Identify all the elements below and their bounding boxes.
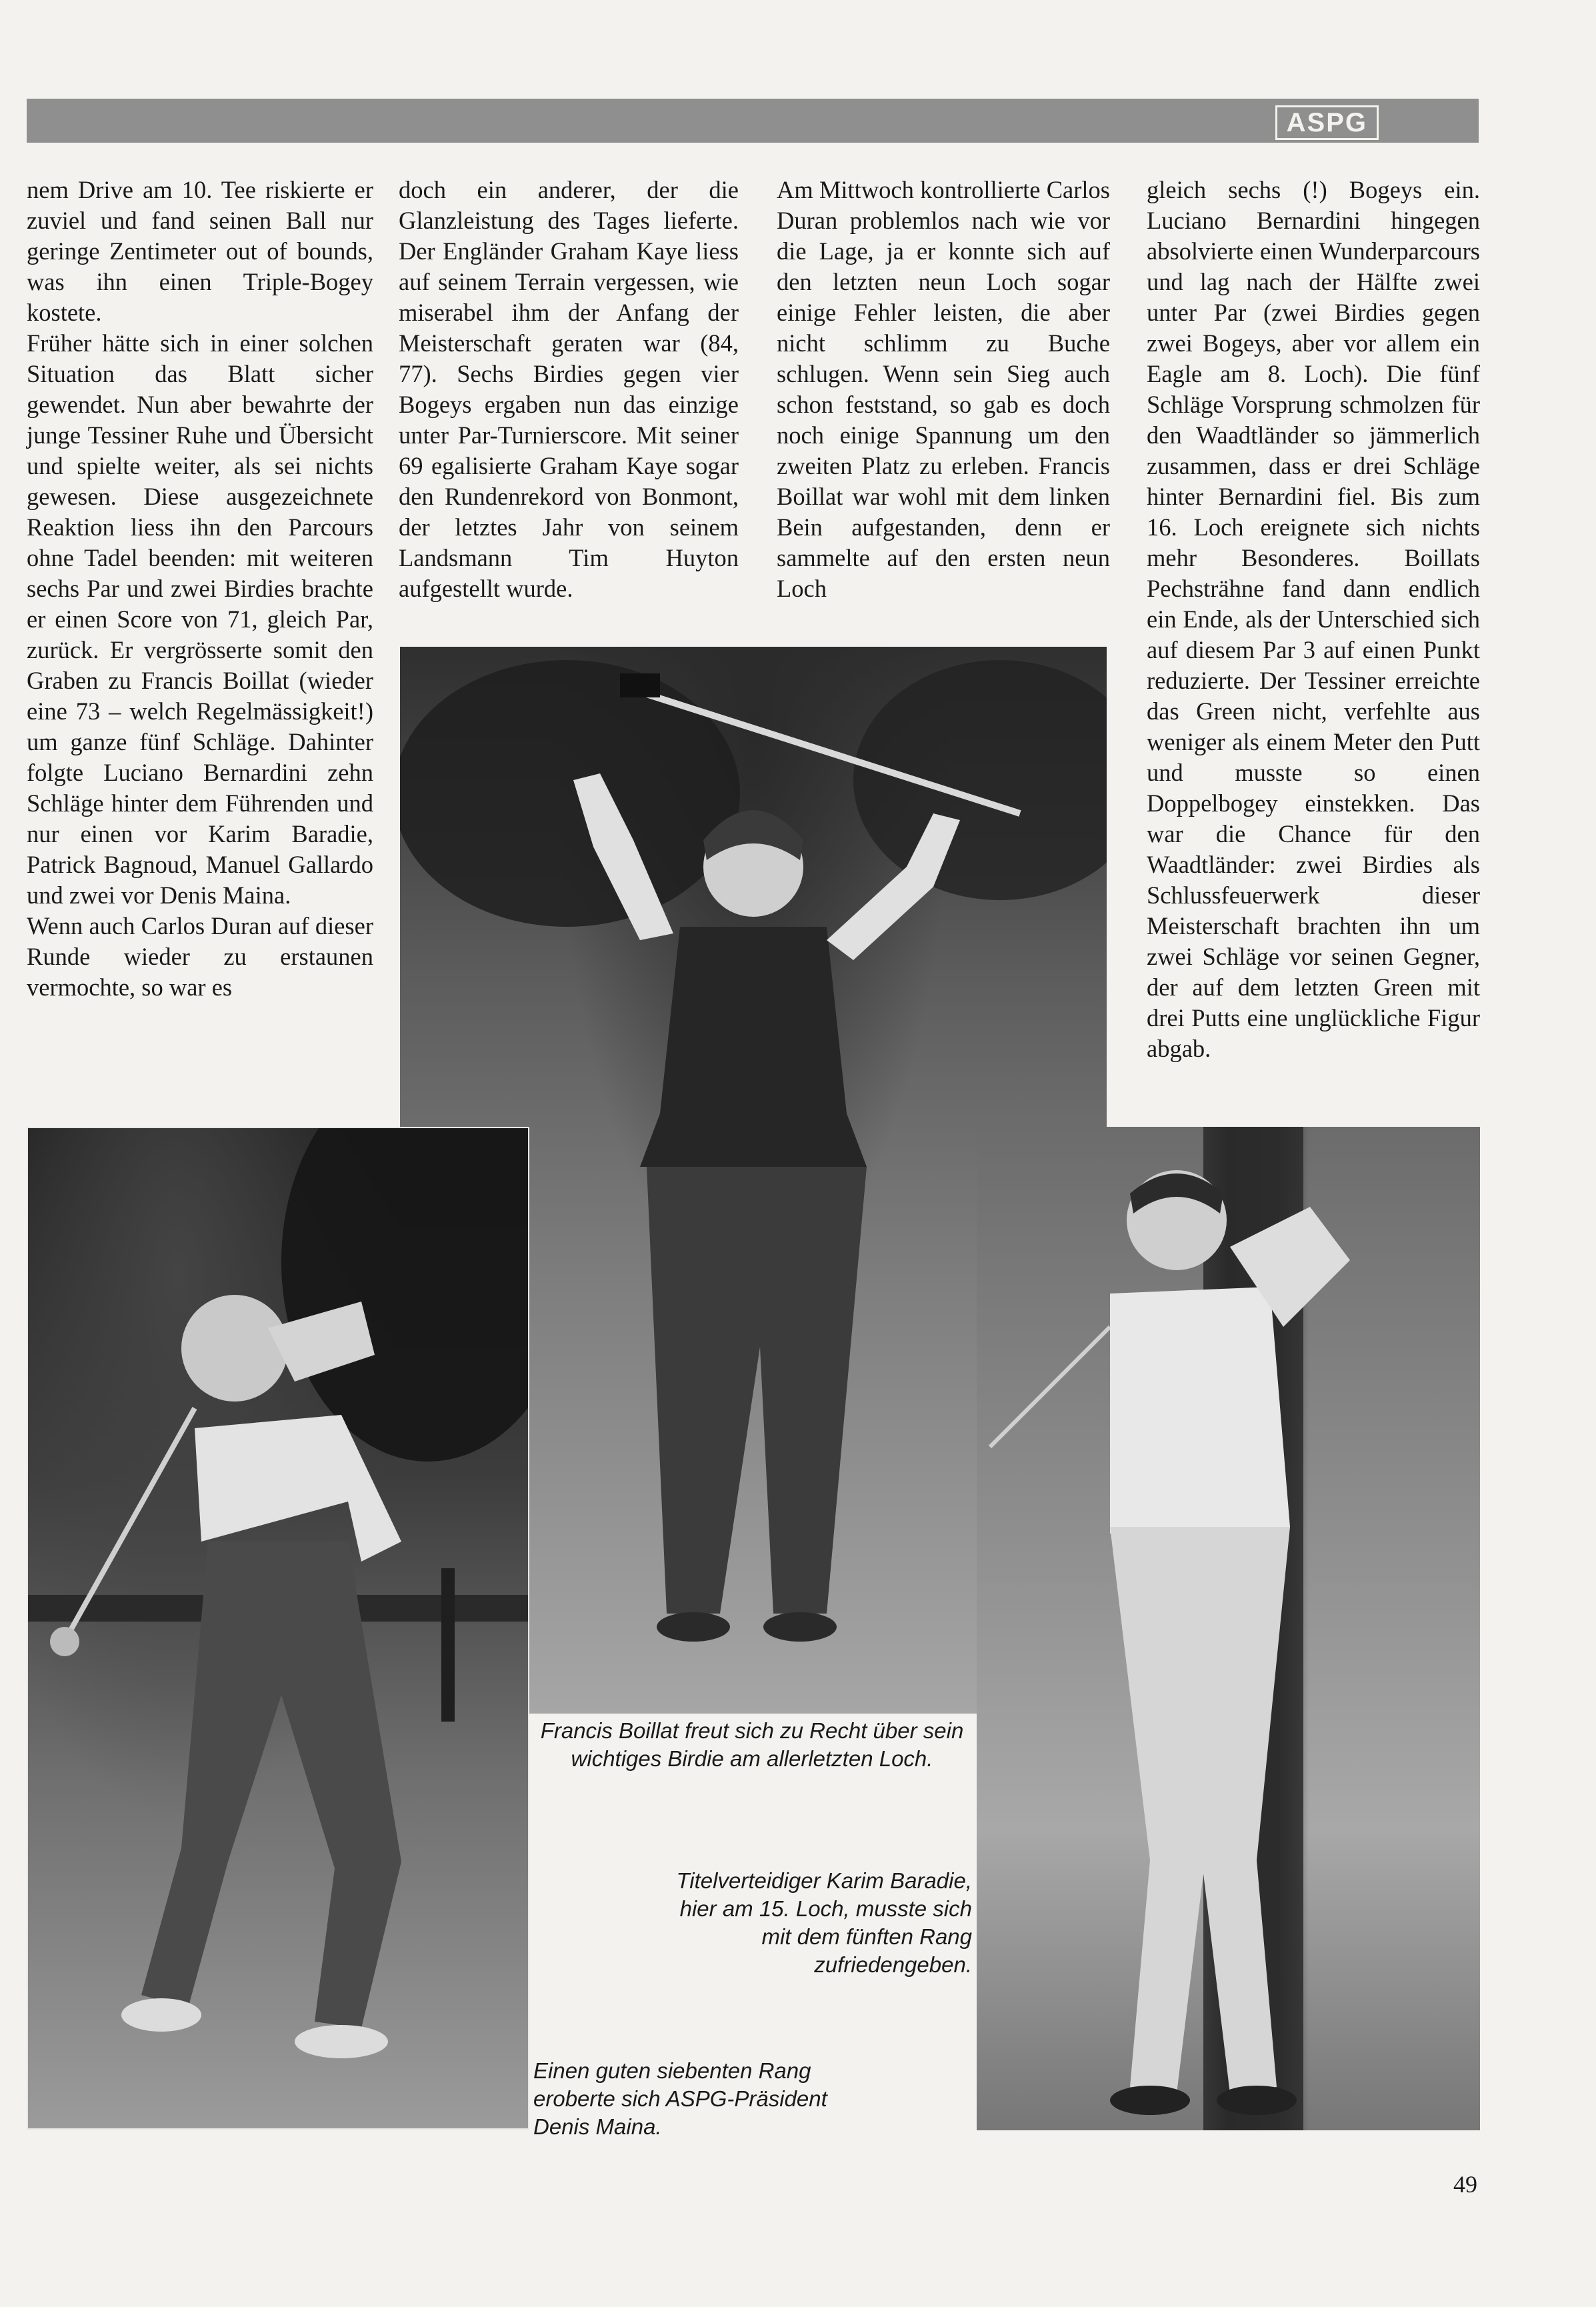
- text-column-3: [777, 175, 1110, 604]
- caption-karim-baradie: Titelverteidiger Karim Baradie, hier am 15. Loch, musste sich mit dem fünften Rang zufriedengeben.: [676, 1868, 972, 1977]
- golfer-silhouette-right: [977, 1127, 1480, 2130]
- text-column-2: [399, 175, 739, 604]
- text-column-1: [27, 175, 373, 1003]
- caption-francis-boillat: Francis Boillat freut sich zu Recht über sein wichtiges Birdie am allerletzten Loch.: [540, 1718, 964, 1771]
- caption-denis-maina: Einen guten siebenten Rang eroberte sich ASPG-Präsident Denis Maina.: [533, 2058, 827, 2139]
- paragraph: nem Drive am 10. Tee riskierte er zuviel und fand seinen Ball nur geringe Zentimeter out of bounds, was ihn einen Triple-Bogey kostete.: [27, 176, 373, 326]
- page-number: 49: [1453, 2171, 1477, 2198]
- paragraph: Am Mittwoch kontrollierte Carlos Duran problemlos nach wie vor die Lage, ja er konnte sich auf den letzten neun Loch sogar einige Fehler leisten, die aber nicht schlimm zu Buche schlugen. Wenn sein Sieg auch schon feststand, so gab es doch noch einige Spannung um den zweiten Platz zu erleben. Francis Boillat war wohl mit dem linken Bein aufgestanden, denn er sammelte auf den ersten neun Loch: [777, 176, 1110, 602]
- header-bar: [27, 99, 1479, 143]
- aspg-logo: ASPG: [1275, 105, 1379, 140]
- paragraph: Früher hätte sich in einer solchen Situation das Blatt sicher gewendet. Nun aber bewahrte der junge Tessiner Ruhe und Übersicht und spielte weiter, als sei nichts gewesen. Diese ausgezeichnete Reaktion liess ihn den Parcours ohne Tadel beenden: mit weiteren sechs Par und zwei Birdies brachte er einen Score von 71, gleich Par, zurück. Er vergrösserte somit den Graben zu Francis Boillat (wieder eine 73 – welch Regelmässigkeit!) um ganze fünf Schläge. Dahinter folgte Luciano Bernardini zehn Schläge hinter dem Führenden und nur einen vor Karim Baradie, Patrick Bagnoud, Manuel Gallardo und zwei vor Denis Maina.: [27, 329, 373, 909]
- paragraph: doch ein anderer, der die Glanzleistung des Tages lieferte. Der Engländer Graham Kaye liess auf seinem Terrain vergessen, wie miserabel ihm der Anfang der Meisterschaft geraten war (84, 77). Sechs Birdies gegen vier Bogeys ergaben nun das einzige unter Par-Turnierscore. Mit seiner 69 egalisierte Graham Kaye sogar den Rundenrekord von Bonmont, der letztes Jahr von seinem Landsmann Tim Huyton aufgestellt wurde.: [399, 176, 739, 602]
- paragraph: Wenn auch Carlos Duran auf dieser Runde wieder zu erstaunen vermochte, so war es: [27, 912, 373, 1001]
- paragraph: gleich sechs (!) Bogeys ein. Luciano Bernardini hingegen absolvierte einen Wunderparcours und lag nach der Hälfte zwei unter Par (zwei Birdies gegen zwei Bogeys, aber vor allem ein Eagle am 8. Loch). Die fünf Schläge Vorsprung schmolzen für den Waadtländer so jämmerlich zusammen, dass er drei Schläge hinter Bernardini fiel. Bis zum 16. Loch ereignete sich nichts mehr Besonderes. Boillats Pechsträhne fand dann endlich ein Ende, als der Unterschied sich auf diesem Par 3 auf einen Punkt reduzierte. Der Tessiner erreichte das Green nicht, verfehlte aus weniger als einem Meter den Putt und musste so einen Doppelbogey einstekken. Das war die Chance für den Waadtländer: zwei Birdies als Schlussfeuerwerk dieser Meisterschaft brachten ihn um zwei Schläge vor seinen Gegner, der auf dem letzten Green mit drei Putts eine unglückliche Figur abgab.: [1147, 176, 1480, 1062]
- golfer-silhouette-left: [28, 1128, 528, 2128]
- photo-denis-maina: [27, 1127, 529, 2130]
- photo-karim-baradie: [977, 1127, 1480, 2130]
- text-column-4: [1147, 175, 1480, 1064]
